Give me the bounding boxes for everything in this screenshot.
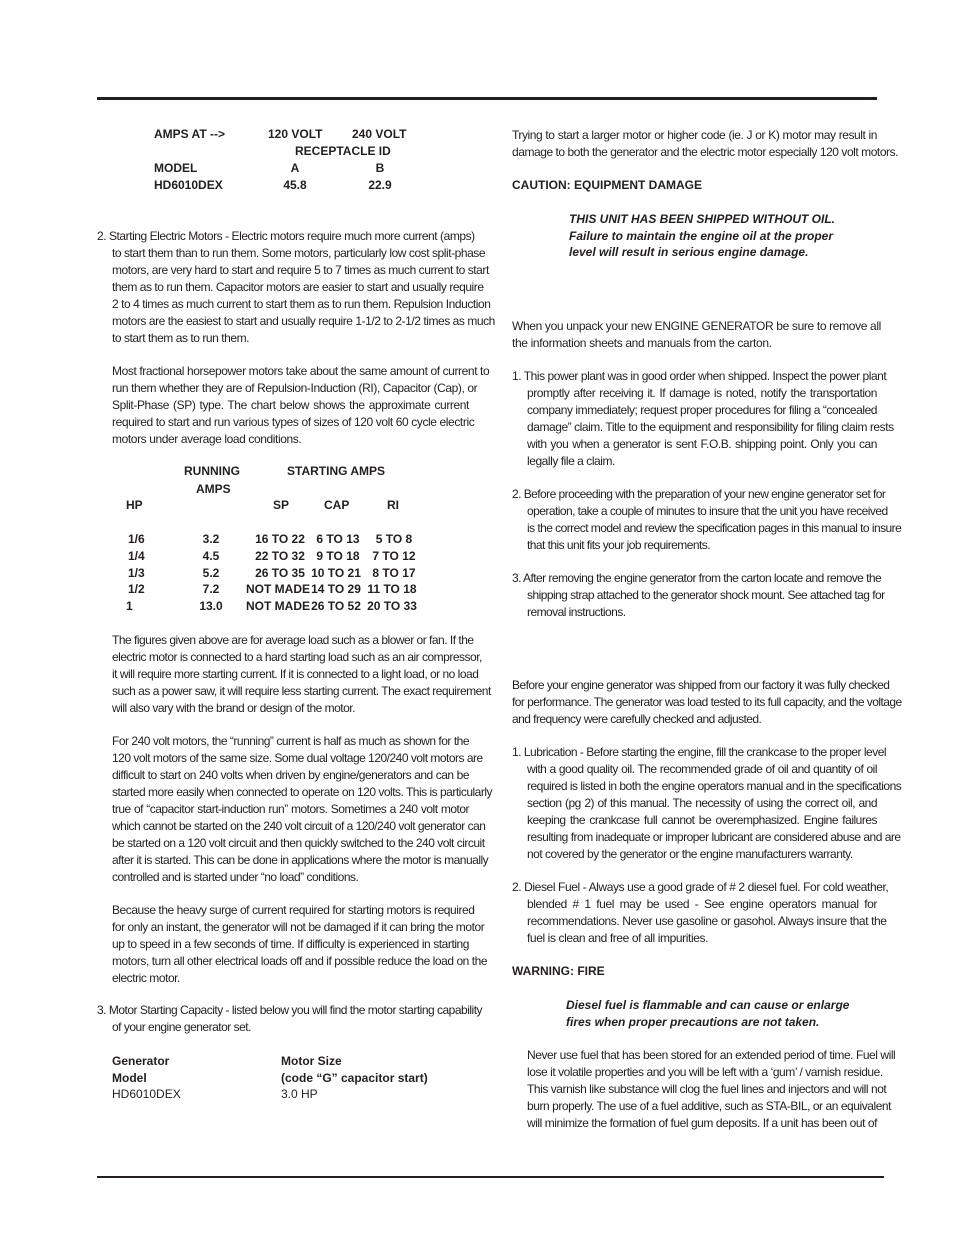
text-line: for performance. The generator was load tested to its full capacity, and the voltage	[512, 695, 902, 709]
text-line: required to start and run various types of sizes of 120 volt 60 cycle electric	[112, 415, 475, 429]
amps-120-volt: 120 VOLT	[268, 127, 323, 141]
amps-receptacle-id: RECEPTACLE ID	[295, 144, 391, 158]
text-line: fuel is clean and free of all impurities.	[527, 931, 709, 945]
text-line: electric motor.	[112, 971, 180, 985]
text-line: Trying to start a larger motor or higher code (ie. J or K) motor may result in	[512, 128, 877, 142]
text-line: legally file a claim.	[527, 454, 615, 468]
text-line: 3. After removing the engine generator from the carton locate and remove the	[512, 571, 882, 585]
text-line: 2. Before proceeding with the preparation of your new engine generator set for	[512, 487, 886, 501]
cap-cell: 14 TO 29	[311, 582, 361, 596]
text-line: with you when a generator is sent F.O.B. shipping point. Only you can	[527, 437, 877, 451]
text-line: motors under average load conditions.	[112, 432, 302, 446]
text-line: true of “capacitor start-induction run” motors. Sometimes a 240 volt motor	[112, 802, 469, 816]
running-header: RUNNING	[184, 464, 240, 478]
text-line: Never use fuel that has been stored for an extended period of time. Fuel will	[527, 1048, 896, 1062]
sp-cell: 26 TO 35	[255, 566, 305, 580]
hp-cell: 1/3	[128, 566, 145, 580]
text-line: which cannot be started on the 240 volt circuit of a 120/240 volt generator can	[112, 819, 486, 833]
sp-cell: NOT MADE	[246, 599, 310, 613]
text-line: operation, take a couple of minutes to insure that the unit you have received	[527, 504, 888, 518]
caution-line: level will result in serious engine damage.	[569, 245, 809, 259]
amps-model: HD6010DEX	[154, 178, 223, 192]
running-cell: 13.0	[199, 599, 223, 613]
text-line: Most fractional horsepower motors take about the same amount of current to	[112, 364, 490, 378]
caution-heading: CAUTION: EQUIPMENT DAMAGE	[512, 178, 702, 192]
text-line: not covered by the generator or the engine manufacturers warranty.	[527, 847, 853, 861]
starting-motors-paragraph	[97, 228, 495, 347]
text-line: started more easily when connected to operate on 120 volts. This is particularly	[112, 785, 492, 799]
diesel-fuel-item	[512, 879, 889, 947]
hp-header: HP	[126, 498, 143, 512]
motor-size-header: Motor Size	[281, 1054, 342, 1068]
hp-cell: 1/2	[128, 582, 145, 596]
text-line: lose it volatile properties and you will be left with a ‘gum’ / varnish residue.	[527, 1065, 883, 1079]
ri-header: RI	[387, 498, 399, 512]
shipping-strap-item	[512, 570, 885, 621]
text-line: of your engine generator set.	[112, 1020, 251, 1034]
running-cell: 5.2	[202, 566, 220, 580]
text-line: will minimize the formation of fuel gum deposits. If a unit has been out of	[527, 1116, 877, 1130]
text-line: will also vary with the brand or design of the motor.	[112, 701, 355, 715]
amps-model-label: MODEL	[154, 161, 198, 175]
text-line: Split-Phase (SP) type. The chart below shows the approximate current	[112, 398, 469, 412]
text-line: them as to run them. Capacitor motors are easier to start and usually require	[112, 280, 484, 294]
ri-cell: 7 TO 12	[372, 549, 416, 563]
caution-line: Failure to maintain the engine oil at the proper	[569, 229, 834, 243]
text-line: and frequency were carefully checked and adjusted.	[512, 712, 762, 726]
motor-size-value: 3.0 HP	[281, 1087, 318, 1101]
generator-model: HD6010DEX	[112, 1087, 181, 1101]
text-line: difficult to start on 240 volts when driven by engine/generators and can be	[112, 768, 469, 782]
running-cell: 7.2	[202, 582, 220, 596]
fractional-hp-paragraph	[112, 363, 490, 448]
amps-col-b: B	[375, 161, 385, 175]
amps-val-a: 45.8	[283, 178, 307, 192]
amps-240-volt: 240 VOLT	[352, 127, 407, 141]
caution-line: THIS UNIT HAS BEEN SHIPPED WITHOUT OIL.	[569, 212, 836, 226]
motor-capacity-paragraph	[97, 1002, 483, 1036]
text-line: For 240 volt motors, the “running” current is half as much as shown for the	[112, 734, 469, 748]
text-line: 2. Diesel Fuel - Always use a good grade of # 2 diesel fuel. For cold weather,	[512, 880, 889, 894]
sp-cell: NOT MADE	[246, 582, 310, 596]
cap-header: CAP	[324, 498, 350, 512]
text-line: When you unpack your new ENGINE GENERATOR be sure to remove all	[512, 319, 881, 333]
text-line: it will require more starting current. If it is connected to a light load, or no load	[112, 667, 479, 681]
running-cell: 3.2	[202, 532, 220, 546]
stored-fuel-paragraph	[527, 1047, 896, 1132]
sp-cell: 16 TO 22	[255, 532, 305, 546]
surge-paragraph	[112, 902, 488, 987]
hp-cell: 1/6	[128, 532, 145, 546]
text-line: that this unit fits your job requirements.	[527, 538, 710, 552]
ri-cell: 5 TO 8	[375, 532, 413, 546]
text-line: 3. Motor Starting Capacity - listed below you will find the motor starting capability	[97, 1003, 483, 1017]
text-line: section (pg 2) of this manual. The necessity of using the correct oil, and	[527, 796, 877, 810]
cap-cell: 10 TO 21	[311, 566, 361, 580]
text-line: run them whether they are of Repulsion-Induction (RI), Capacitor (Cap), or	[112, 381, 478, 395]
text-line: 2. Starting Electric Motors - Electric motors require much more current (amps)	[97, 229, 475, 243]
text-line: 2 to 4 times as much current to start them as to run them. Repulsion Induction	[112, 297, 491, 311]
hp-cell: 1/4	[128, 549, 145, 563]
text-line: blended # 1 fuel may be used - See engine operators manual for	[527, 897, 877, 911]
text-line: motors, are very hard to start and require 5 to 7 times as much current to start	[112, 263, 489, 277]
text-line: promptly after receiving it. If damage is noted, notify the transportation	[527, 386, 877, 400]
inspection-item	[512, 368, 894, 470]
text-line: motors are the easiest to start and usually require 1-1/2 to 2-1/2 times as much	[112, 314, 495, 328]
text-line: to start them than to run them. Some motors, particularly low cost split-phase	[112, 246, 486, 260]
text-line: recommendations. Never use gasoline or gasohol. Always insure that the	[527, 914, 887, 928]
amps-at-label: AMPS AT -->	[154, 127, 225, 141]
text-line: 1. This power plant was in good order when shipped. Inspect the power plant	[512, 369, 887, 383]
text-line: for only an instant, the generator will not be damaged if it can bring the motor	[112, 920, 485, 934]
motor-code-header: (code “G” capacitor start)	[281, 1071, 428, 1085]
text-line: damage to both the generator and the electric motor especially 120 volt motors.	[512, 145, 899, 159]
cap-cell: 9 TO 18	[316, 549, 360, 563]
cap-cell: 6 TO 13	[316, 532, 360, 546]
text-line: shipping strap attached to the generator shock mount. See attached tag for	[527, 588, 885, 602]
text-line: controlled and is started under “no load” conditions.	[112, 870, 359, 884]
amps-val-b: 22.9	[368, 178, 392, 192]
text-line: Because the heavy surge of current required for starting motors is required	[112, 903, 475, 917]
amps-col-a: A	[290, 161, 300, 175]
text-line: required is listed in both the engine operators manual and in the specifications	[527, 779, 902, 793]
text-line: the information sheets and manuals from the carton.	[512, 336, 772, 350]
bottom-rule	[97, 1176, 884, 1178]
ri-cell: 8 TO 17	[372, 566, 416, 580]
preparation-item	[512, 486, 902, 554]
text-line: is the correct model and review the specification pages in this manual to insure	[527, 521, 902, 535]
text-line: company immediately; request proper procedures for filing a “concealed	[527, 403, 878, 417]
figures-paragraph	[112, 632, 491, 717]
running-cell: 4.5	[202, 549, 220, 563]
text-line: burn properly. The use of a fuel additive, such as STA-BIL, or an equivalent	[527, 1099, 892, 1113]
text-line: up to speed in a few seconds of time. If difficulty is experienced in starting	[112, 937, 469, 951]
warning-line: Diesel fuel is flammable and can cause or enlarge	[566, 998, 850, 1012]
240-volt-paragraph	[112, 733, 492, 886]
warning-line: fires when proper precautions are not taken.	[566, 1015, 820, 1029]
text-line: resulting from inadequate or improper lubricant are considered abuse and are	[527, 830, 901, 844]
text-line: electric motor is connected to a hard starting load such as an air compressor,	[112, 650, 482, 664]
text-line: 1. Lubrication - Before starting the engine, fill the crankcase to the proper level	[512, 745, 887, 759]
text-line: motors, turn all other electrical loads off and if possible reduce the load on the	[112, 954, 488, 968]
sp-cell: 22 TO 32	[255, 549, 305, 563]
model-header: Model	[112, 1071, 147, 1085]
generator-header: Generator	[112, 1054, 170, 1068]
hp-cell: 1	[126, 599, 133, 613]
starting-amps-header: STARTING AMPS	[287, 464, 385, 478]
cap-cell: 26 TO 52	[311, 599, 361, 613]
sp-header: SP	[273, 498, 290, 512]
lubrication-item	[512, 744, 902, 863]
top-rule	[97, 97, 877, 100]
text-line: removal instructions.	[527, 605, 626, 619]
text-line: Before your engine generator was shipped from our factory it was fully checked	[512, 678, 890, 692]
text-line: keeping the crankcase full cannot be overemphasized. Engine failures	[527, 813, 877, 827]
text-line: 120 volt motors of the same size. Some dual voltage 120/240 volt motors are	[112, 751, 483, 765]
larger-motor-paragraph	[512, 127, 899, 161]
text-line: This varnish like substance will clog the fuel lines and injectors and will not	[527, 1082, 887, 1096]
amps-header: AMPS	[196, 482, 231, 496]
ri-cell: 11 TO 18	[367, 582, 417, 596]
text-line: be started on a 120 volt circuit and then quickly switched to the 240 volt circuit	[112, 836, 485, 850]
text-line: after it is started. This can be done in applications where the motor is manually	[112, 853, 489, 867]
unpack-paragraph	[512, 318, 881, 352]
text-line: The figures given above are for average load such as a blower or fan. If the	[112, 633, 474, 647]
text-line: damage” claim. Title to the equipment and responsibility for filing claim rests	[527, 420, 894, 434]
ri-cell: 20 TO 33	[367, 599, 417, 613]
text-line: such as a power saw, it will require less starting current. The exact requirement	[112, 684, 491, 698]
factory-check-paragraph	[512, 677, 902, 728]
text-line: to start them as to run them.	[112, 331, 250, 345]
warning-heading: WARNING: FIRE	[512, 964, 605, 978]
text-line: with a good quality oil. The recommended grade of oil and quantity of oil	[527, 762, 877, 776]
